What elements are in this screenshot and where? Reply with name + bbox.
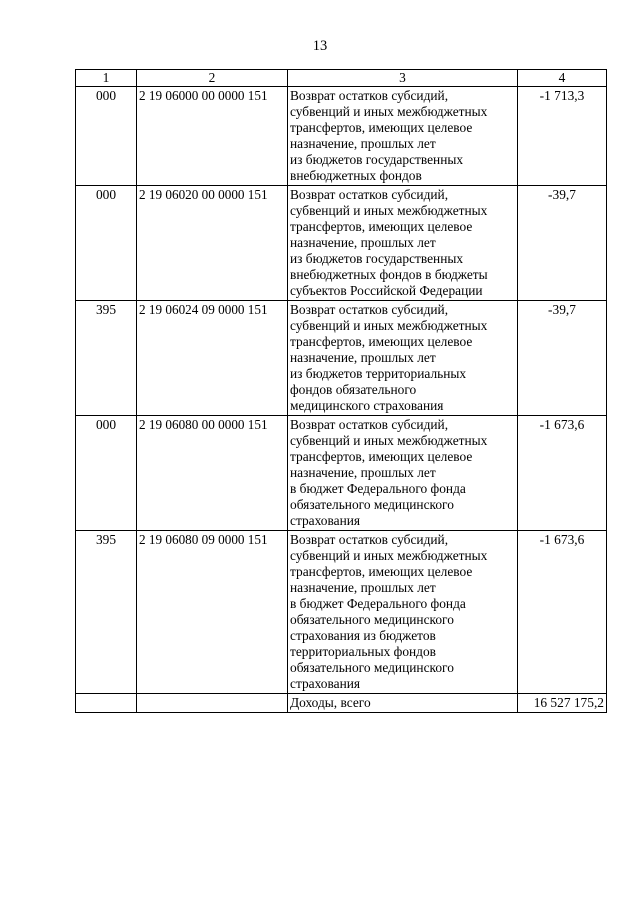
column-header-1: 1 xyxy=(76,70,137,87)
admin-code-cell: 000 xyxy=(76,416,137,531)
budget-code-cell: 2 19 06020 00 0000 151 xyxy=(137,186,288,301)
amount-cell: -39,7 xyxy=(518,301,607,416)
item-name-cell: Возврат остатков субсидий, субвенций и иных межбюджетных трансфертов, имеющих целевое назначение, прошлых лет из бюджетов государственных внебюджетных фондов в бюджеты субъектов Российской Федерации xyxy=(288,186,518,301)
column-header-2: 2 xyxy=(137,70,288,87)
admin-code-cell: 000 xyxy=(76,186,137,301)
amount-cell: -1 673,6 xyxy=(518,416,607,531)
item-name-cell: Возврат остатков субсидий, субвенций и иных межбюджетных трансфертов, имеющих целевое назначение, прошлых лет из бюджетов государственных внебюджетных фондов xyxy=(288,87,518,186)
table-row xyxy=(76,186,607,301)
revenue-table xyxy=(75,69,607,713)
admin-code-cell: 000 xyxy=(76,87,137,186)
table-row xyxy=(76,87,607,186)
table-row xyxy=(76,301,607,416)
amount-cell: -39,7 xyxy=(518,186,607,301)
budget-code-cell: 2 19 06024 09 0000 151 xyxy=(137,301,288,416)
amount-cell: -1 713,3 xyxy=(518,87,607,186)
total-label: Доходы, всего xyxy=(288,694,518,713)
table-row xyxy=(76,531,607,694)
amount-cell: -1 673,6 xyxy=(518,531,607,694)
empty-cell xyxy=(137,694,288,713)
item-name-cell: Возврат остатков субсидий, субвенций и иных межбюджетных трансфертов, имеющих целевое назначение, прошлых лет в бюджет Федерального фонда обязательного медицинского страхования из бюджетов территориальных фондов обязательного медицинского страхования xyxy=(288,531,518,694)
total-amount: 16 527 175,2 xyxy=(518,694,607,713)
item-name-cell: Возврат остатков субсидий, субвенций и иных межбюджетных трансфертов, имеющих целевое назначение, прошлых лет в бюджет Федерального фонда обязательного медицинского страхования xyxy=(288,416,518,531)
total-row xyxy=(76,694,607,713)
empty-cell xyxy=(76,694,137,713)
admin-code-cell: 395 xyxy=(76,531,137,694)
budget-code-cell: 2 19 06000 00 0000 151 xyxy=(137,87,288,186)
column-header-4: 4 xyxy=(518,70,607,87)
admin-code-cell: 395 xyxy=(76,301,137,416)
budget-code-cell: 2 19 06080 09 0000 151 xyxy=(137,531,288,694)
table-row xyxy=(76,416,607,531)
budget-code-cell: 2 19 06080 00 0000 151 xyxy=(137,416,288,531)
page-number: 13 xyxy=(312,38,328,54)
item-name-cell: Возврат остатков субсидий, субвенций и иных межбюджетных трансфертов, имеющих целевое назначение, прошлых лет из бюджетов территориальных фондов обязательного медицинского страхования xyxy=(288,301,518,416)
table-header-row xyxy=(76,70,607,87)
column-header-3: 3 xyxy=(288,70,518,87)
